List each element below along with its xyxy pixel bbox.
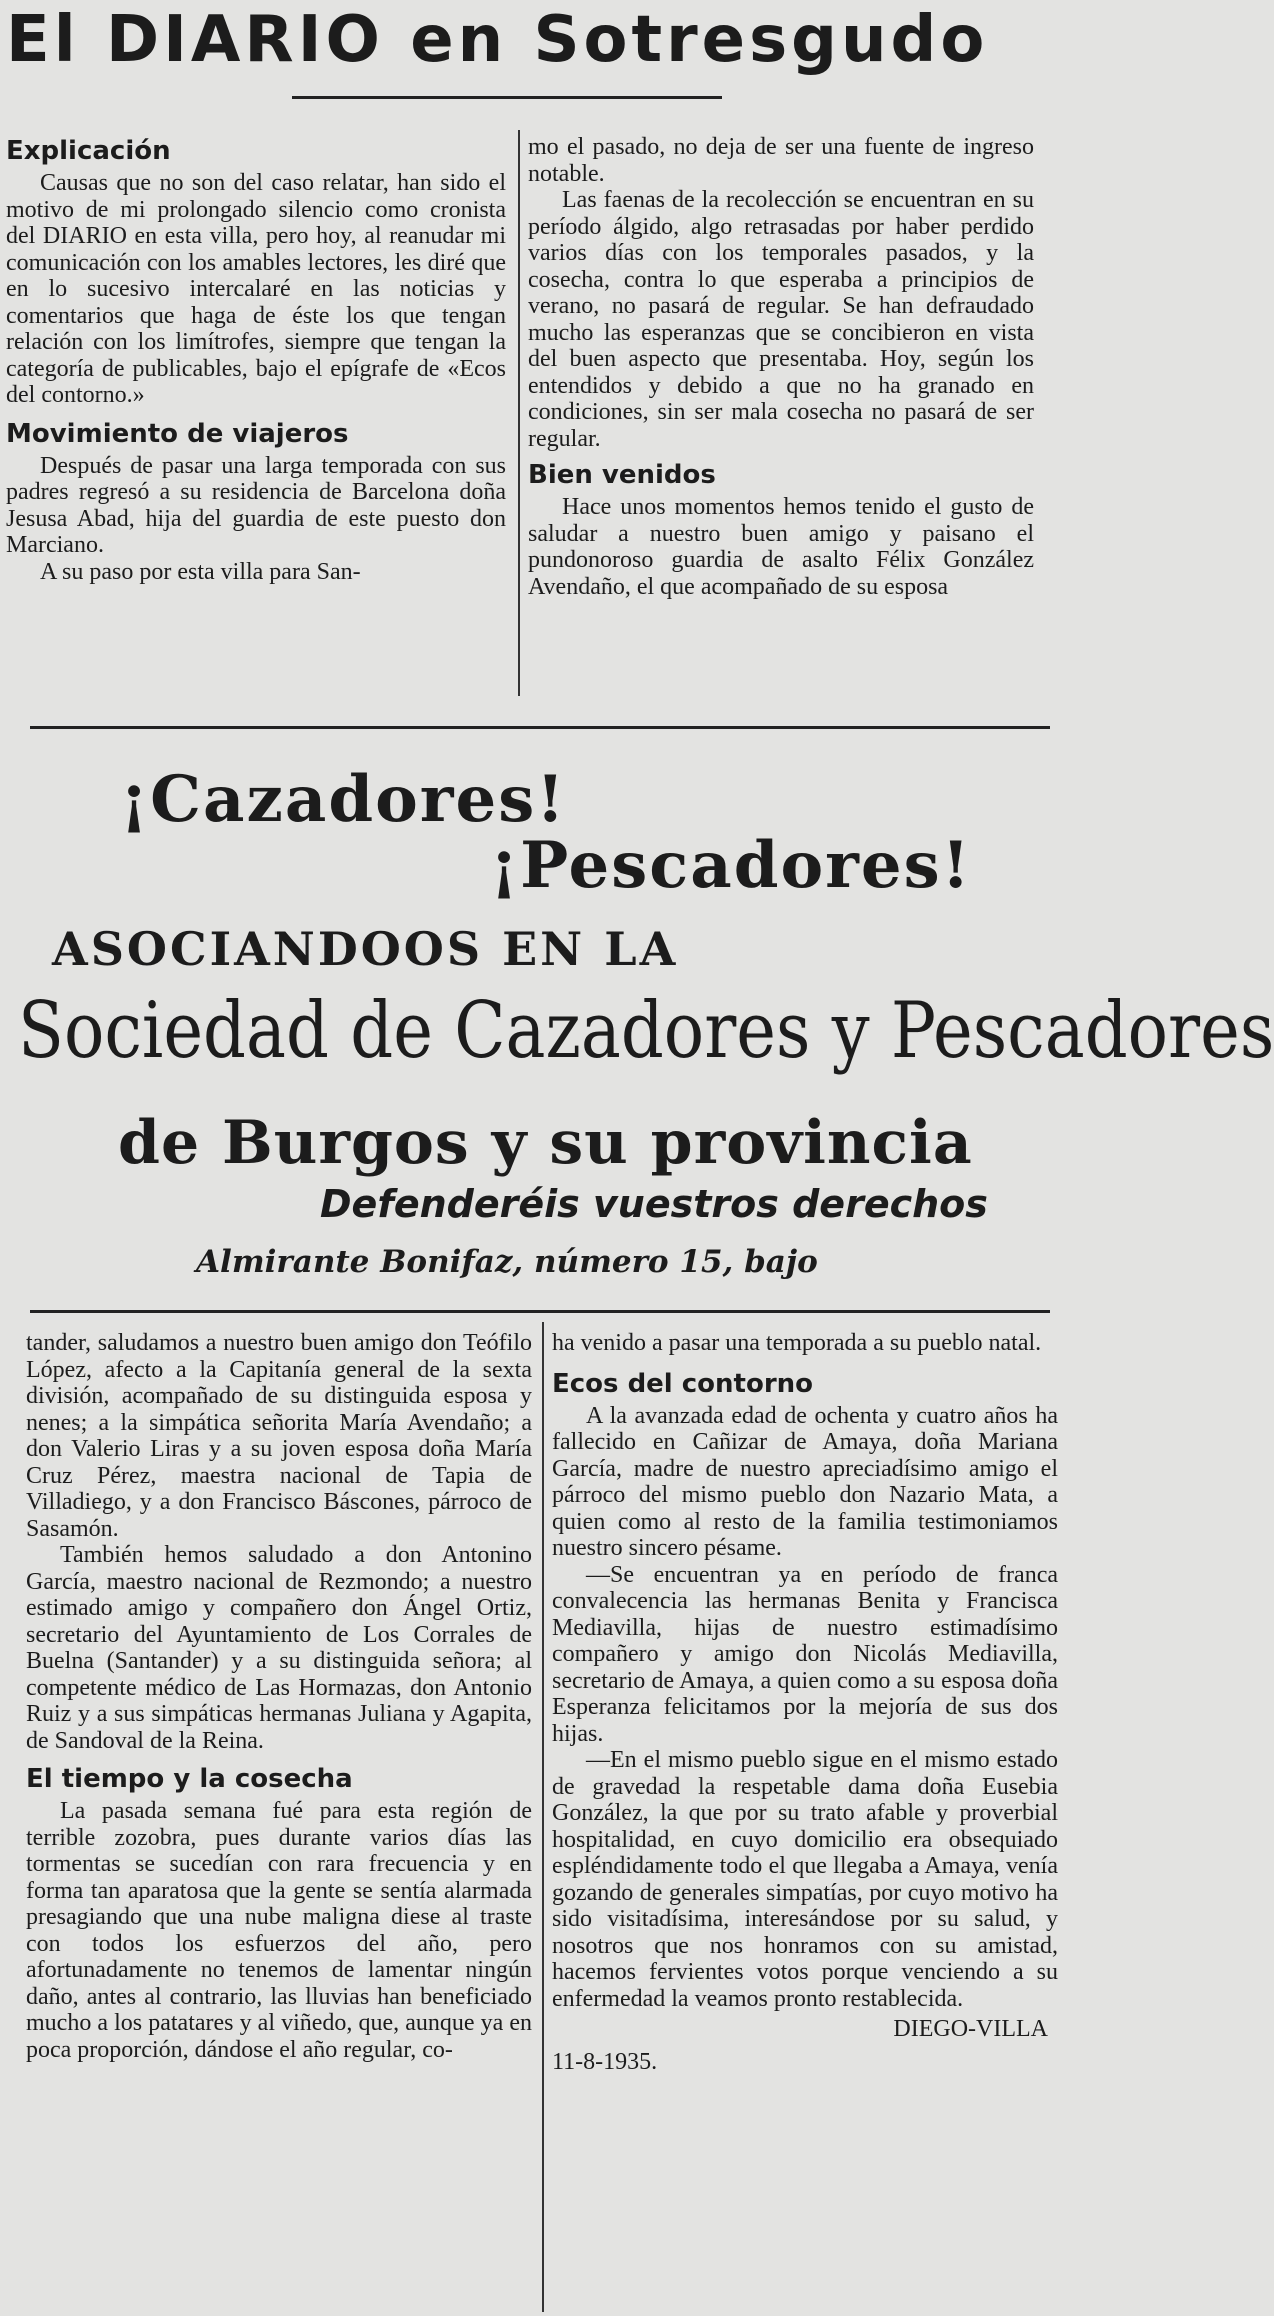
masthead-rule xyxy=(292,96,722,99)
heading-movimiento-viajeros: Movimiento de viajeros xyxy=(6,418,349,449)
masthead: El DIARIO en Sotresgudo xyxy=(6,3,989,77)
heading-ecos-contorno: Ecos del contorno xyxy=(552,1368,814,1399)
ad-asociandoos: ASOCIANDOOS EN LA xyxy=(52,922,679,976)
ad-pescadores: ¡Pescadores! xyxy=(490,828,972,903)
bottom-left-column xyxy=(26,1330,532,2063)
dateline: 11-8-1935. xyxy=(552,2048,658,2075)
signature: DIEGO-VILLA xyxy=(893,2016,1048,2042)
paragraph: La pasada semana fué para esta región de terrible zozobra, pues durante varios días las tormentas se sucedían con rara frecuencia y en forma tan aparatosa que la gente se sentía alarmada presagiando que una nube maligna diese al traste con todos los esfuerzos del año, pero afortunadamente no tenemos de lamentar ningún daño, antes al contrario, las lluvias han beneficiado mucho a los patatares y al viñedo, que, aunque ya en poca proporción, dándose el año regular, co- xyxy=(26,1798,532,2063)
top-left-column xyxy=(6,132,506,585)
paragraph: —En el mismo pueblo sigue en el mismo estado de gravedad la respetable dama doña Eusebia González, la que por su trato afable y proverbial hospitalidad, en cuyo domicilio era obsequiado espléndidamente todo el que llegaba a Amaya, venía gozando de generales simpatías, por cuyo motivo ha sido visitadísima, interesándose por su salud, y nosotros que nos honramos con su amistad, hacemos fervientes votos porque venciendo a su enfermedad la veamos pronto restablecida. xyxy=(552,1747,1058,2012)
ad-sociedad: Sociedad de Cazadores y Pescadores xyxy=(18,986,1274,1076)
paragraph: Después de pasar una larga temporada con sus padres regresó a su residencia de Barcelona doña Jesusa Abad, hija del guardia de este puesto don Marciano. xyxy=(6,452,506,558)
paragraph: Hace unos momentos hemos tenido el gusto de saludar a nuestro buen amigo y paisano el pundonoroso guardia de asalto Félix González Avendaño, el que acompañado de su esposa xyxy=(528,494,1034,600)
paragraph: mo el pasado, no deja de ser una fuente de ingreso notable. xyxy=(528,134,1034,187)
paragraph: A la avanzada edad de ochenta y cuatro años ha fallecido en Cañizar de Amaya, doña Mariana García, madre de nuestro apreciadísimo amigo el párroco del mismo pueblo don Nazario Mata, a quien como al resto de la familia testimoniamos nuestro sincero pésame. xyxy=(552,1402,1058,1561)
ad-defendereis: Defenderéis vuestros derechos xyxy=(320,1182,988,1226)
column-divider xyxy=(518,130,520,696)
ad-cazadores: ¡Cazadores! xyxy=(120,762,567,837)
paragraph: ha venido a pasar una temporada a su pueblo natal. xyxy=(552,1330,1042,1356)
paragraph: tander, saludamos a nuestro buen amigo don Teófilo López, afecto a la Capitanía general de la sexta división, acompañado de su distinguida esposa y nenes; a la simpática señorita María Avendaño; a don Valerio Liras y a su joven esposa doña María Cruz Pérez, maestra nacional de Tapia de Villadiego, y a don Francisco Báscones, párroco de Sasamón. xyxy=(26,1330,532,1542)
heading-tiempo-cosecha: El tiempo y la cosecha xyxy=(26,1764,353,1794)
paragraph: —Se encuentran ya en período de franca convalecencia las hermanas Benita y Francisca Mediavilla, hijas de nuestro estimadísimo compañero y amigo don Nicolás Mediavilla, secretario de Amaya, a quien como a su esposa doña Esperanza felicitamos por la mejoría de sus dos hijas. xyxy=(552,1561,1058,1747)
section-rule xyxy=(30,1310,1050,1313)
advertisement xyxy=(0,736,1274,1306)
paragraph: Las faenas de la recolección se encuentran en su período álgido, algo retrasadas por haber perdido varios días con los temporales pasados, y la cosecha, contra lo que esperaba a principios de verano, no pasará de regular. Se han defraudado mucho las esperanzas que se concibieron en vista del buen aspecto que presentaba. Hoy, según los entendidos y debido a que no ha granado en condiciones, sin ser mala cosecha no pasará de ser regular. xyxy=(528,187,1034,452)
ad-address: Almirante Bonifaz, número 15, bajo xyxy=(196,1244,818,1280)
paragraph: También hemos saludado a don Antonino García, maestro nacional de Rezmondo; a nuestro estimado amigo y compañero don Ángel Ortiz, secretario del Ayuntamiento de Los Corrales de Buelna (Santander) y a su distinguida señora; al competente médico de Las Hormazas, don Antonio Ruiz y a sus simpáticas hermanas Juliana y Agapita, de Sandoval de la Reina. xyxy=(26,1542,532,1754)
paragraph: Causas que no son del caso relatar, han sido el motivo de mi prolongado silencio como cronista del DIARIO en esta villa, pero hoy, al reanudar mi comunicación con los amables lectores, les diré que en lo sucesivo intercalaré en las noticias y comentarios que haga de éste los que tengan relación con los limítrofes, siempre que tengan la categoría de publicables, bajo el epígrafe de «Ecos del contorno.» xyxy=(6,170,506,408)
bottom-right-column xyxy=(552,1330,1058,2075)
column-divider xyxy=(542,1322,544,2312)
heading-explicacion: Explicación xyxy=(6,136,171,166)
heading-bien-venidos: Bien venidos xyxy=(528,460,716,490)
paragraph: A su paso por esta villa para San- xyxy=(40,558,361,585)
section-rule xyxy=(30,726,1050,729)
top-right-column xyxy=(528,134,1034,600)
ad-burgos: de Burgos y su provincia xyxy=(118,1108,973,1178)
